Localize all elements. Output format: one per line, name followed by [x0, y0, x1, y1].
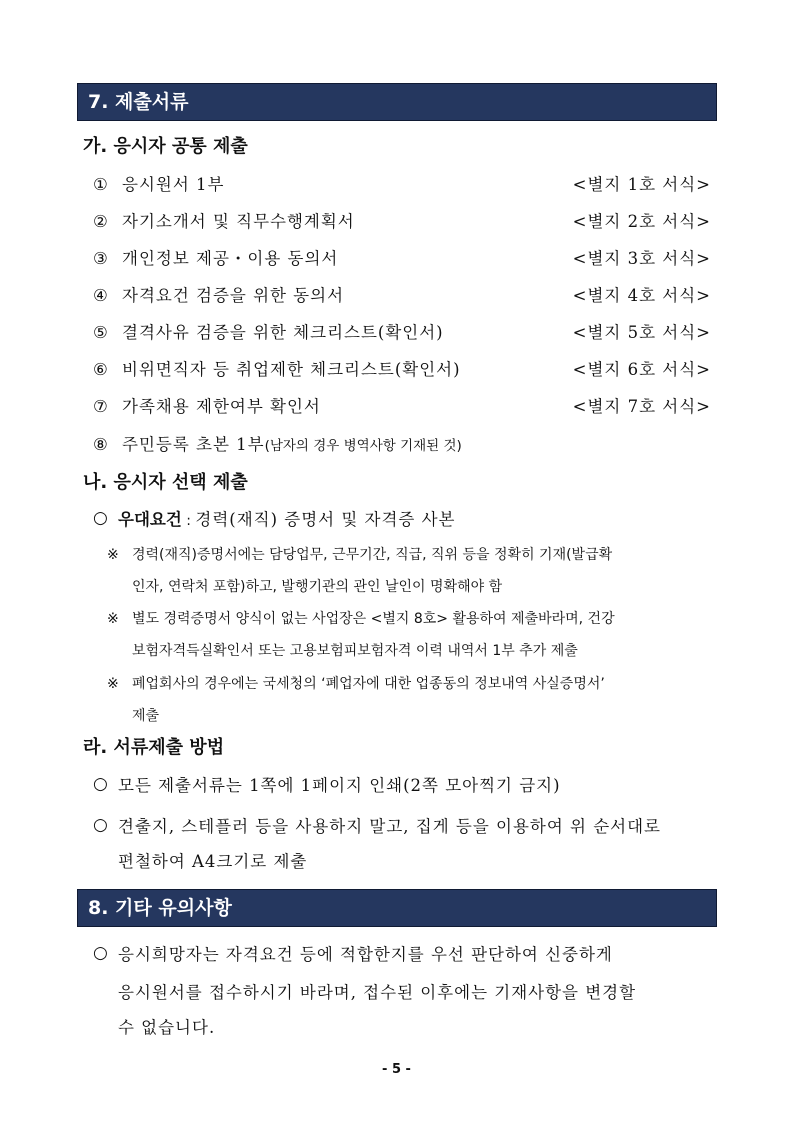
- note-text-continued: 인자, 연락처 포함)하고, 발행기관의 관인 날인이 명확해야 함: [132, 579, 503, 595]
- method-text: 모든 제출서류는 1쪽에 1페이지 인쇄(2쪽 모아찍기 금지): [118, 776, 561, 795]
- note-text: 폐업회사의 경우에는 국세청의 ‘폐업자에 대한 업종동의 정보내역 사실증명서’: [132, 676, 605, 692]
- item-number: ②: [93, 212, 108, 231]
- document-name: 결격사유 검증을 위한 체크리스트(확인서): [122, 323, 444, 342]
- item-number: ⑤: [93, 323, 108, 342]
- document-name: 가족채용 제한여부 확인서: [122, 397, 321, 416]
- note-text-continued: 보험자격득실확인서 또는 고용보험피보험자격 이력 내역서 1부 추가 제출: [132, 643, 578, 659]
- section-7-title: 7. 제출서류: [77, 83, 717, 121]
- notice-text-continued: 응시원서를 접수하시기 바라며, 접수된 이후에는 기재사항을 변경할: [118, 983, 637, 1002]
- document-name: 자기소개서 및 직무수행계획서: [122, 212, 355, 231]
- notice-text-continued: 수 없습니다.: [118, 1018, 216, 1037]
- document-name: 주민등록 초본 1부(남자의 경우 병역사항 기재된 것): [122, 435, 462, 454]
- preference-requirement: 우대요건 : 경력(재직) 증명서 및 자격증 사본: [118, 510, 456, 529]
- item-number: ③: [93, 249, 108, 268]
- bullet-circle: ○: [93, 815, 108, 835]
- document-name: 비위면직자 등 취업제한 체크리스트(확인서): [122, 360, 461, 379]
- form-reference: <별지 5호 서식>: [572, 323, 711, 342]
- item-number: ⑥: [93, 360, 108, 379]
- notice-text: 응시희망자는 자격요건 등에 적합한지를 우선 판단하여 신중하게: [118, 945, 613, 964]
- item-number: ④: [93, 286, 108, 305]
- section-8-title: 8. 기타 유의사항: [77, 889, 717, 927]
- form-reference: <별지 7호 서식>: [572, 397, 711, 416]
- document-item: [93, 357, 715, 383]
- form-reference: <별지 4호 서식>: [572, 286, 711, 305]
- common-submission-heading: 가. 응시자 공통 제출: [83, 136, 248, 157]
- form-reference: <별지 3호 서식>: [572, 249, 711, 268]
- document-item: [93, 246, 715, 272]
- document-item: [93, 283, 715, 309]
- optional-submission-heading: 나. 응시자 선택 제출: [83, 472, 248, 493]
- note-text: 경력(재직)증명서에는 담당업무, 근무기간, 직급, 직위 등을 정확히 기재(발급확: [132, 547, 613, 563]
- bullet-circle: ○: [93, 508, 108, 528]
- method-text: 견출지, 스테플러 등을 사용하지 말고, 집게 등을 이용하여 위 순서대로: [118, 817, 661, 836]
- form-reference: <별지 6호 서식>: [572, 360, 711, 379]
- document-item: [93, 172, 715, 198]
- note-mark: ※: [107, 547, 119, 563]
- document-name: 개인정보 제공・이용 동의서: [122, 249, 339, 268]
- document-item: [93, 394, 715, 420]
- method-text-continued: 편철하여 A4크기로 제출: [118, 852, 308, 871]
- note-mark: ※: [107, 676, 119, 692]
- note-text: 별도 경력증명서 양식이 없는 사업장은 <별지 8호> 활용하여 제출바라며, 건강: [132, 611, 615, 627]
- note-mark: ※: [107, 611, 119, 627]
- preference-label: 우대요건: [118, 510, 182, 529]
- preference-text: 경력(재직) 증명서 및 자격증 사본: [195, 510, 456, 529]
- document-name: 응시원서 1부: [122, 175, 225, 194]
- document-item: [93, 432, 715, 458]
- form-reference: <별지 2호 서식>: [572, 212, 711, 231]
- item-number: ①: [93, 175, 108, 194]
- item-number: ⑦: [93, 397, 108, 416]
- document-item: [93, 320, 715, 346]
- page-number: - 5 -: [382, 1062, 411, 1077]
- submission-method-heading: 라. 서류제출 방법: [83, 737, 225, 758]
- document-name: 자격요건 검증을 위한 동의서: [122, 286, 345, 305]
- document-item: [93, 209, 715, 235]
- form-reference: <별지 1호 서식>: [572, 175, 711, 194]
- bullet-circle: ○: [93, 774, 108, 794]
- bullet-circle: ○: [93, 943, 108, 963]
- note-text-continued: 제출: [132, 708, 160, 724]
- item-number: ⑧: [93, 435, 108, 454]
